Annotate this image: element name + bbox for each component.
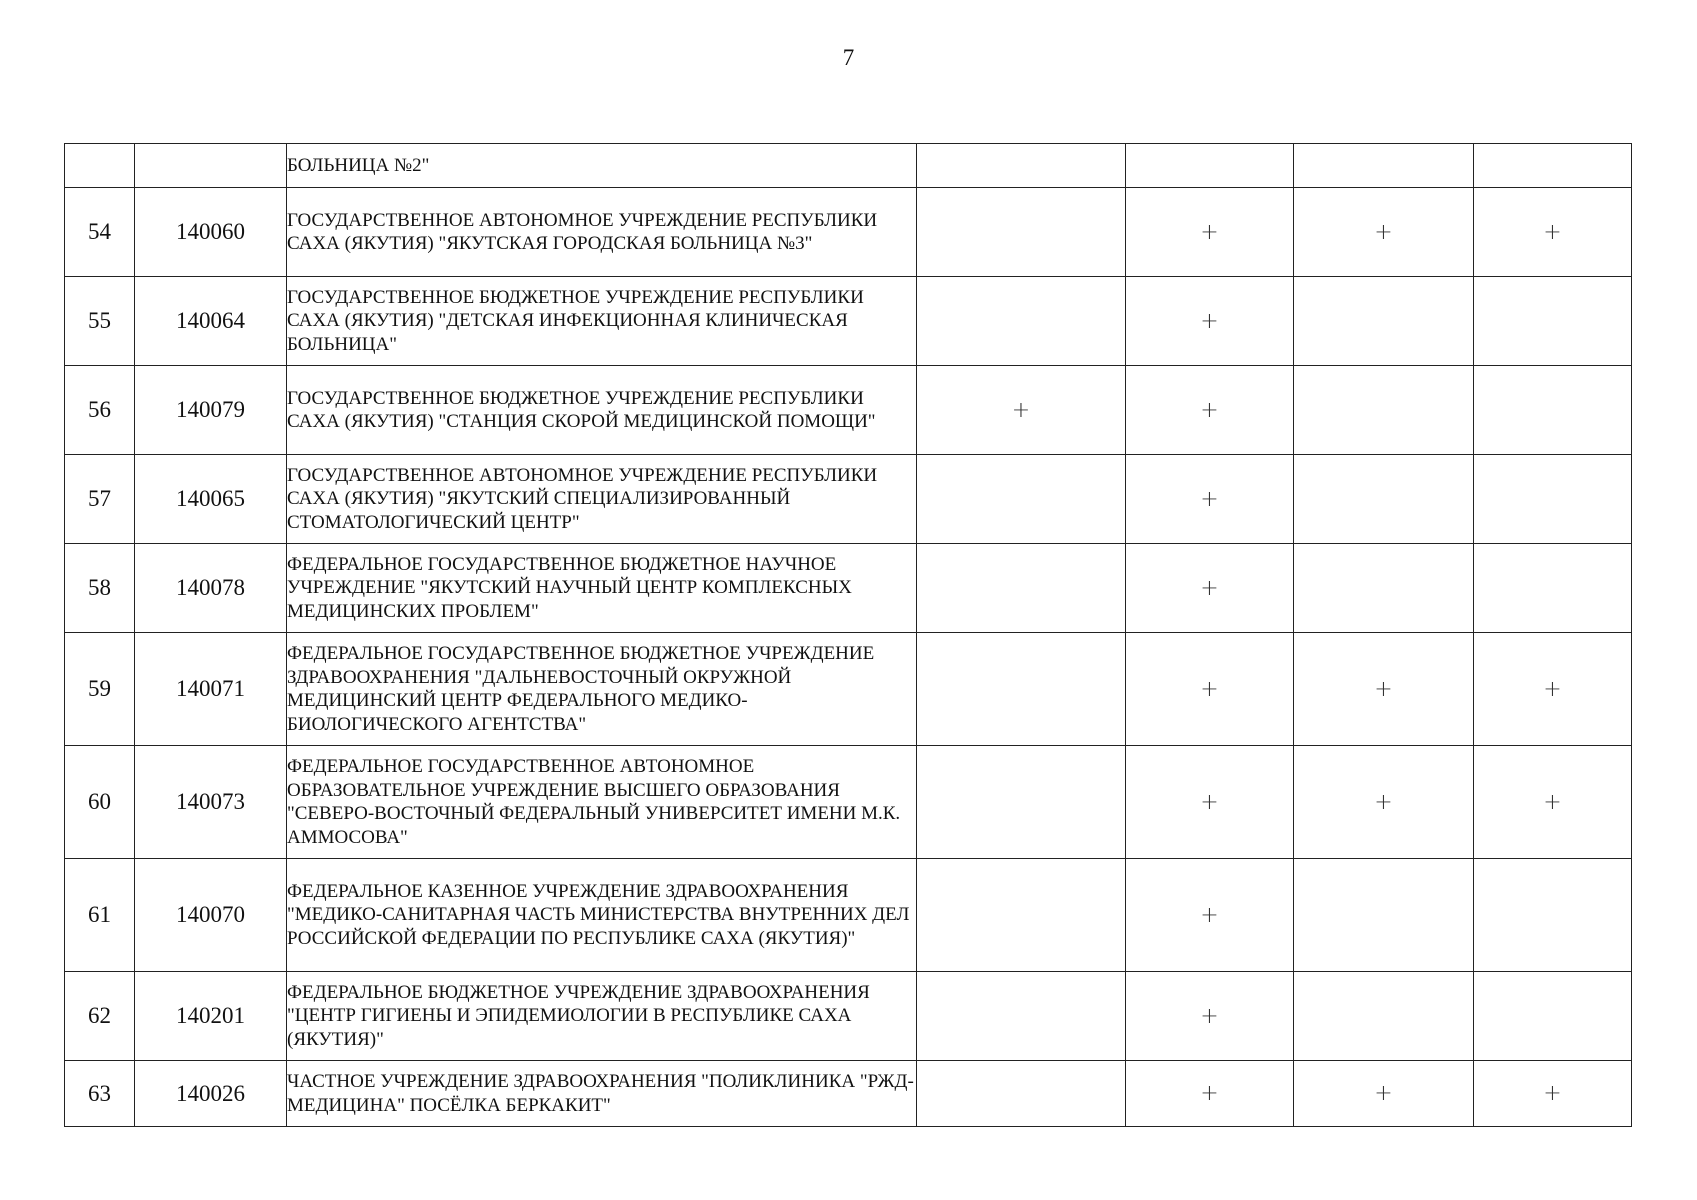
mark-cell-1 <box>917 1061 1126 1127</box>
mark-cell-2: + <box>1126 1061 1294 1127</box>
mark-cell-1 <box>917 277 1126 366</box>
mark-cell-3 <box>1294 544 1474 633</box>
row-number-cell: 61 <box>65 859 135 972</box>
mark-cell-1 <box>917 455 1126 544</box>
table-row <box>65 277 1632 366</box>
page-number: 7 <box>842 45 855 70</box>
mark-cell-4 <box>1474 544 1632 633</box>
row-number-cell: 59 <box>65 633 135 746</box>
organization-name-cell: ФЕДЕРАЛЬНОЕ БЮДЖЕТНОЕ УЧРЕЖДЕНИЕ ЗДРАВООХРАНЕНИЯ "ЦЕНТР ГИГИЕНЫ И ЭПИДЕМИОЛОГИИ В РЕСПУБЛИКЕ САХА (ЯКУТИЯ)" <box>287 972 917 1061</box>
mark-cell-3 <box>1294 277 1474 366</box>
mark-cell-2: + <box>1126 544 1294 633</box>
row-number-cell: 62 <box>65 972 135 1061</box>
row-number-cell <box>65 144 135 188</box>
registry-code-cell: 140065 <box>135 455 287 544</box>
registry-code-cell: 140026 <box>135 1061 287 1127</box>
mark-cell-3 <box>1294 455 1474 544</box>
table-row <box>65 746 1632 859</box>
row-number-cell: 60 <box>65 746 135 859</box>
organization-name-cell: ЧАСТНОЕ УЧРЕЖДЕНИЕ ЗДРАВООХРАНЕНИЯ "ПОЛИКЛИНИКА "РЖД-МЕДИЦИНА" ПОСЁЛКА БЕРКАКИТ" <box>287 1061 917 1127</box>
mark-cell-4 <box>1474 972 1632 1061</box>
mark-cell-1 <box>917 633 1126 746</box>
mark-cell-1 <box>917 859 1126 972</box>
mark-cell-3 <box>1294 366 1474 455</box>
registry-code-cell: 140073 <box>135 746 287 859</box>
mark-cell-2: + <box>1126 746 1294 859</box>
mark-cell-1 <box>917 188 1126 277</box>
mark-cell-1 <box>917 144 1126 188</box>
organization-name-cell: ГОСУДАРСТВЕННОЕ БЮДЖЕТНОЕ УЧРЕЖДЕНИЕ РЕСПУБЛИКИ САХА (ЯКУТИЯ) "СТАНЦИЯ СКОРОЙ МЕДИЦИНСКОЙ ПОМОЩИ" <box>287 366 917 455</box>
registry-code-cell: 140078 <box>135 544 287 633</box>
mark-cell-2: + <box>1126 633 1294 746</box>
organization-name-cell: ФЕДЕРАЛЬНОЕ КАЗЕННОЕ УЧРЕЖДЕНИЕ ЗДРАВООХРАНЕНИЯ "МЕДИКО-САНИТАРНАЯ ЧАСТЬ МИНИСТЕРСТВА ВНУТРЕННИХ ДЕЛ РОССИЙСКОЙ ФЕДЕРАЦИИ ПО РЕСПУБЛИКЕ САХА (ЯКУТИЯ)" <box>287 859 917 972</box>
mark-cell-2: + <box>1126 188 1294 277</box>
mark-cell-3 <box>1294 859 1474 972</box>
organization-name-cell: ФЕДЕРАЛЬНОЕ ГОСУДАРСТВЕННОЕ БЮДЖЕТНОЕ УЧРЕЖДЕНИЕ ЗДРАВООХРАНЕНИЯ "ДАЛЬНЕВОСТОЧНЫЙ ОКРУЖНОЙ МЕДИЦИНСКИЙ ЦЕНТР ФЕДЕРАЛЬНОГО МЕДИКО-БИОЛОГИЧЕСКОГО АГЕНТСТВА" <box>287 633 917 746</box>
mark-cell-4 <box>1474 455 1632 544</box>
mark-cell-2: + <box>1126 366 1294 455</box>
table-row <box>65 366 1632 455</box>
row-number-cell: 57 <box>65 455 135 544</box>
organization-name-cell: ГОСУДАРСТВЕННОЕ БЮДЖЕТНОЕ УЧРЕЖДЕНИЕ РЕСПУБЛИКИ САХА (ЯКУТИЯ) "ДЕТСКАЯ ИНФЕКЦИОННАЯ КЛИНИЧЕСКАЯ БОЛЬНИЦА" <box>287 277 917 366</box>
table-row <box>65 544 1632 633</box>
table-row <box>65 633 1632 746</box>
registry-table-body <box>65 144 1632 1127</box>
mark-cell-1 <box>917 544 1126 633</box>
mark-cell-4: + <box>1474 1061 1632 1127</box>
organization-name-cell: ГОСУДАРСТВЕННОЕ АВТОНОМНОЕ УЧРЕЖДЕНИЕ РЕСПУБЛИКИ САХА (ЯКУТИЯ) "ЯКУТСКАЯ ГОРОДСКАЯ БОЛЬНИЦА №3" <box>287 188 917 277</box>
table-row <box>65 188 1632 277</box>
mark-cell-2: + <box>1126 859 1294 972</box>
mark-cell-2 <box>1126 144 1294 188</box>
row-number-cell: 63 <box>65 1061 135 1127</box>
mark-cell-2: + <box>1126 277 1294 366</box>
registry-code-cell: 140060 <box>135 188 287 277</box>
mark-cell-3 <box>1294 972 1474 1061</box>
mark-cell-3: + <box>1294 633 1474 746</box>
mark-cell-4: + <box>1474 746 1632 859</box>
mark-cell-3 <box>1294 144 1474 188</box>
registry-code-cell: 140071 <box>135 633 287 746</box>
table-row <box>65 455 1632 544</box>
organization-name-cell: ФЕДЕРАЛЬНОЕ ГОСУДАРСТВЕННОЕ АВТОНОМНОЕ ОБРАЗОВАТЕЛЬНОЕ УЧРЕЖДЕНИЕ ВЫСШЕГО ОБРАЗОВАНИЯ "СЕВЕРО-ВОСТОЧНЫЙ ФЕДЕРАЛЬНЫЙ УНИВЕРСИТЕТ ИМЕНИ М.К. АММОСОВА" <box>287 746 917 859</box>
table-row-continuation <box>65 144 1632 188</box>
row-number-cell: 56 <box>65 366 135 455</box>
mark-cell-4 <box>1474 859 1632 972</box>
organization-name-cell: ГОСУДАРСТВЕННОЕ АВТОНОМНОЕ УЧРЕЖДЕНИЕ РЕСПУБЛИКИ САХА (ЯКУТИЯ) "ЯКУТСКИЙ СПЕЦИАЛИЗИРОВАННЫЙ СТОМАТОЛОГИЧЕСКИЙ ЦЕНТР" <box>287 455 917 544</box>
table-row <box>65 859 1632 972</box>
mark-cell-4 <box>1474 144 1632 188</box>
mark-cell-4: + <box>1474 633 1632 746</box>
row-number-cell: 54 <box>65 188 135 277</box>
mark-cell-2: + <box>1126 972 1294 1061</box>
registry-table <box>64 143 1632 1127</box>
row-number-cell: 55 <box>65 277 135 366</box>
mark-cell-3: + <box>1294 746 1474 859</box>
mark-cell-4 <box>1474 366 1632 455</box>
registry-code-cell: 140064 <box>135 277 287 366</box>
registry-code-cell: 140079 <box>135 366 287 455</box>
mark-cell-1: + <box>917 366 1126 455</box>
mark-cell-4 <box>1474 277 1632 366</box>
organization-name-cell: БОЛЬНИЦА №2" <box>287 144 917 188</box>
row-number-cell: 58 <box>65 544 135 633</box>
table-row <box>65 1061 1632 1127</box>
mark-cell-4: + <box>1474 188 1632 277</box>
registry-code-cell <box>135 144 287 188</box>
mark-cell-3: + <box>1294 1061 1474 1127</box>
organization-name-cell: ФЕДЕРАЛЬНОЕ ГОСУДАРСТВЕННОЕ БЮДЖЕТНОЕ НАУЧНОЕ УЧРЕЖДЕНИЕ "ЯКУТСКИЙ НАУЧНЫЙ ЦЕНТР КОМПЛЕКСНЫХ МЕДИЦИНСКИХ ПРОБЛЕМ" <box>287 544 917 633</box>
registry-code-cell: 140070 <box>135 859 287 972</box>
mark-cell-3: + <box>1294 188 1474 277</box>
registry-code-cell: 140201 <box>135 972 287 1061</box>
mark-cell-1 <box>917 746 1126 859</box>
table-row <box>65 972 1632 1061</box>
mark-cell-2: + <box>1126 455 1294 544</box>
mark-cell-1 <box>917 972 1126 1061</box>
